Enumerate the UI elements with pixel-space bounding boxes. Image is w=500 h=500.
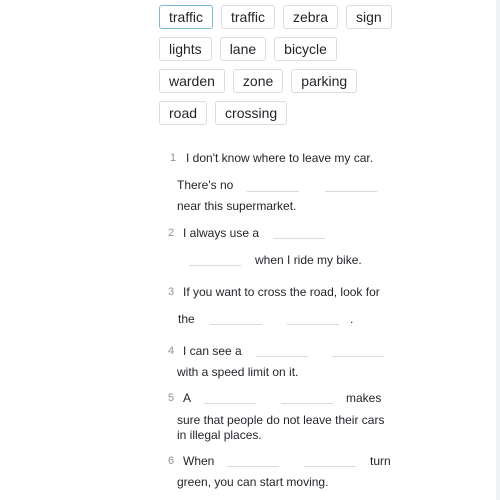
question-text: I don't know where to leave my car. [186,151,374,165]
question-text: I can see a [183,344,242,358]
question-text: turn [370,454,391,468]
question-text: If you want to cross the road, look for [183,285,380,299]
answer-blank[interactable] [273,238,325,239]
question-text: I always use a [183,226,260,240]
question-text: near this supermarket. [177,199,297,213]
answer-blank[interactable] [287,324,339,325]
question-text: When [183,454,215,468]
question-text: . [350,312,354,326]
word-chip-zebra[interactable]: zebra [283,5,338,29]
answer-blank[interactable] [189,265,241,266]
word-chip-zone[interactable]: zone [233,69,283,93]
answer-blank[interactable] [247,191,299,192]
question-text: There's no [177,178,234,192]
question-number: 4 [168,345,175,357]
question-number: 1 [170,152,177,164]
word-chip-traffic[interactable]: traffic [159,5,213,29]
question-text: in illegal places. [177,428,262,442]
answer-blank[interactable] [227,466,279,467]
question-number: 2 [168,227,175,239]
answer-blank[interactable] [325,191,377,192]
word-chip-sign[interactable]: sign [346,5,392,29]
question-text: makes [346,391,382,405]
question-text: when I ride my bike. [255,253,362,267]
question-number: 3 [168,286,175,298]
question-number: 5 [168,392,175,404]
answer-blank[interactable] [304,466,356,467]
word-chip-traffic[interactable]: traffic [221,5,275,29]
scrollbar-track[interactable] [496,0,500,500]
word-bank [159,5,409,125]
answer-blank[interactable] [332,356,384,357]
word-chip-crossing[interactable]: crossing [215,101,287,125]
question-text: sure that people do not leave their cars [177,413,385,427]
question-text: with a speed limit on it. [177,365,299,379]
word-chip-lights[interactable]: lights [159,37,212,61]
word-chip-road[interactable]: road [159,101,207,125]
word-chip-parking[interactable]: parking [291,69,357,93]
answer-blank[interactable] [210,324,262,325]
answer-blank[interactable] [204,403,256,404]
question-text: the [178,312,195,326]
answer-blank[interactable] [281,403,333,404]
question-text: green, you can start moving. [177,475,329,489]
word-chip-lane[interactable]: lane [220,37,266,61]
question-text: A [183,391,192,405]
word-chip-warden[interactable]: warden [159,69,225,93]
answer-blank[interactable] [256,356,308,357]
word-chip-bicycle[interactable]: bicycle [274,37,337,61]
question-number: 6 [168,455,175,467]
